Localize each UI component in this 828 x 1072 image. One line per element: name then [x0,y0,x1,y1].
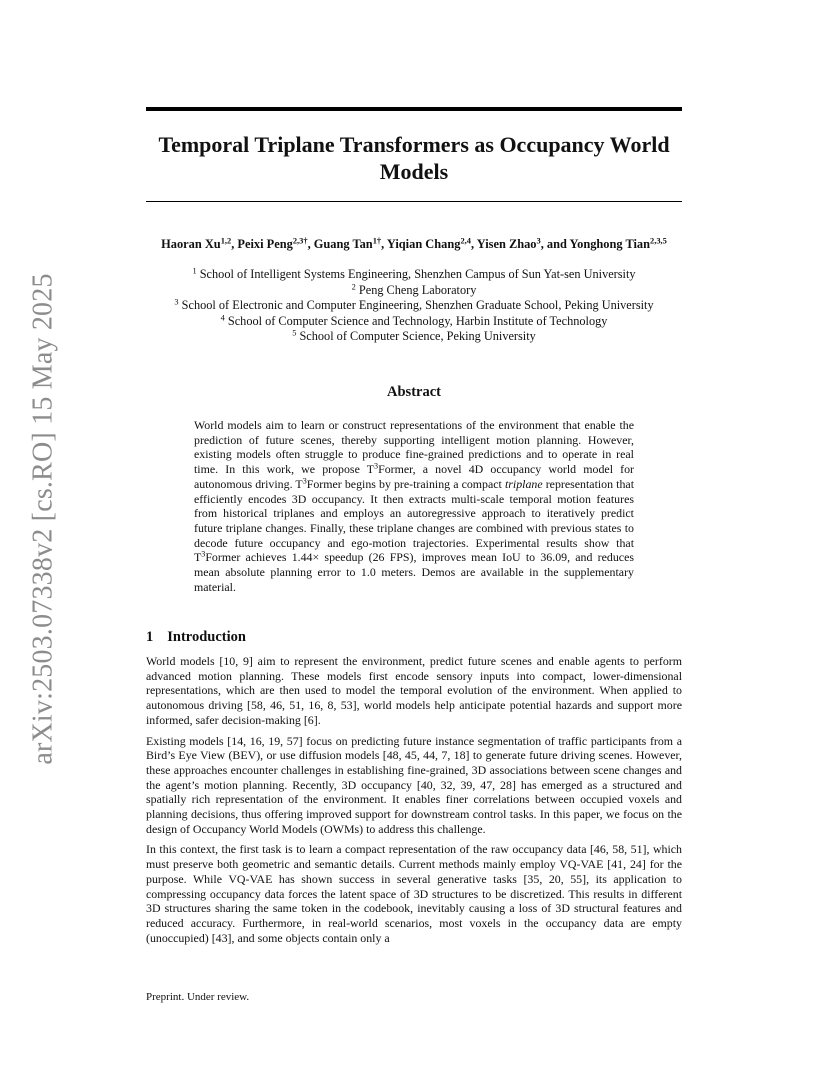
author-separator: , and [540,237,570,251]
affiliation [120,298,708,314]
author-name: Haoran Xu [161,237,221,251]
author-affiliation-marks: 1† [372,235,382,246]
body-paragraph: World models [10, 9] aim to represent the environment, predict future scenes and enable agents to perform advanced motion planning. These models first encode sensory inputs into compact, lower-dimensional representations, which are then used to model the temporal evolution of the environment. When applied to autonomous driving [58, 46, 51, 16, 8, 53], world models help anticipate potential hazards and support more informed, safer decision-making [6]. [146,654,682,727]
author-name: Yisen Zhao [476,237,537,251]
abstract-superscript: 3 [302,476,307,486]
affiliation-text: School of Computer Science, Peking University [299,329,536,343]
affiliation-text: School of Electronic and Computer Engineering, Shenzhen Graduate School, Peking University [181,298,654,312]
abstract-body [194,418,634,594]
arxiv-identifier-text: arXiv:2503.07338v2 [cs.RO] 15 May 2025 [28,272,60,765]
author-name: Yiqian Chang [386,237,461,251]
abstract-text: Former achieves 1.44× speedup (26 FPS), improves mean IoU to 36.09, and reduces mean absolute planning error to 1.0 meters. Demos are available in the supplementary material. [194,550,634,594]
affiliation-list [120,267,708,345]
author-affiliation-marks: 3 [536,235,541,246]
author-affiliation-marks: 2,3† [292,235,308,246]
footer-note: Preprint. Under review. [146,991,250,1003]
author-name: Yonghong Tian [569,237,651,251]
title-rule-bottom [146,201,682,202]
author-separator: , [307,237,314,251]
author-affiliation-marks: 1,2 [220,235,232,246]
affiliation-number: 2 [351,281,356,291]
paper-title-line-1: Temporal Triplane Transformers as Occupancy World [158,132,670,157]
affiliation [120,314,708,330]
affiliation [120,267,708,283]
affiliation-number: 3 [174,297,179,307]
paper-title [146,131,682,185]
affiliation-number: 5 [292,328,297,338]
affiliation-text: School of Intelligent Systems Engineering, Shenzhen Campus of Sun Yat-sen University [199,267,636,281]
author-separator: , [231,237,238,251]
author-affiliation-marks: 2,3,5 [650,235,667,246]
abstract-superscript: 3 [201,549,206,559]
body-paragraph: Existing models [14, 16, 19, 57] focus on predicting future instance segmentation of traffic participants from a Bird’s Eye View (BEV), or use diffusion models [48, 45, 44, 7, 18] to generate future driving scenes. However, these approaches encounter challenges in establishing fine-grained, 3D associations between scene changes and the agent’s motion planning. Recently, 3D occupancy [40, 32, 39, 47, 28] has emerged as a structured and spatially rich representation of the environment. It enables finer correlations between occupied voxels and planning decisions, thus offering improved support for downstream control tasks. In this paper, we focus on the design of Occupancy World Models (OWMs) to address this challenge. [146,733,682,836]
affiliation-number: 1 [192,266,197,276]
abstract-text: Former, a novel 4D occupancy world model for autonomous driving. T [194,462,635,491]
affiliation [120,329,708,345]
paper-title-line-2: Models [379,159,449,184]
section-heading-introduction [146,629,246,646]
author-name: Guang Tan [313,237,373,251]
section-number: 1 [146,629,154,645]
author-affiliation-marks: 2,4 [460,235,471,246]
author-separator: , [470,237,477,251]
affiliation-text: Peng Cheng Laboratory [358,282,477,297]
arxiv-identifier-stamp [20,272,68,765]
body-paragraph: In this context, the first task is to learn a compact representation of the raw occupancy data [46, 58, 51], which must preserve both geometric and semantic details. Current methods mainly employ VQ-VAE [41, 24] for the purpose. While VQ-VAE has shown success in several generative tasks [35, 20, 55], its application to compressing occupancy data forces the latent space of 3D structures to be discretized. This results in different 3D structures sharing the same token in the codebook, inevitably causing a loss of 3D structural features and reduced accuracy. Furthermore, in real-world scenarios, most voxels in the occupancy data are empty (unoccupied) [43], and some objects contain only a [146,842,682,945]
abstract-superscript: 3 [374,461,379,471]
affiliation [120,283,708,299]
author-name: Peixi Peng [237,237,293,251]
abstract-text: Former begins by pre-training a compact [306,476,505,491]
author-separator: , [381,237,387,251]
abstract-text: representation that efficiently encodes 3D occupancy. It then extracts multi-scale temporal motion features from historical triplanes and employs an autoregressive approach to iteratively predict future triplane changes. Finally, these triplane changes are combined with previous states to decode future occupancy and ego-motion trajectories. Experimental results show that T [194,476,634,565]
abstract-heading: Abstract [387,384,441,400]
author-list [120,236,708,252]
affiliation-text: School of Computer Science and Technology, Harbin Institute of Technology [227,313,608,328]
abstract-text: World models aim to learn or construct representations of the environment that enable the prediction of future scenes, thereby supporting intelligent motion planning. However, existing models often struggle to produce fine-grained predictions and to operate in real time. In this work, we propose T [194,418,634,477]
title-rule-top [146,107,682,111]
abstract-emphasis: triplane [504,476,543,491]
affiliation-number: 4 [220,312,225,322]
section-title: Introduction [167,629,246,645]
introduction-body [146,654,682,951]
